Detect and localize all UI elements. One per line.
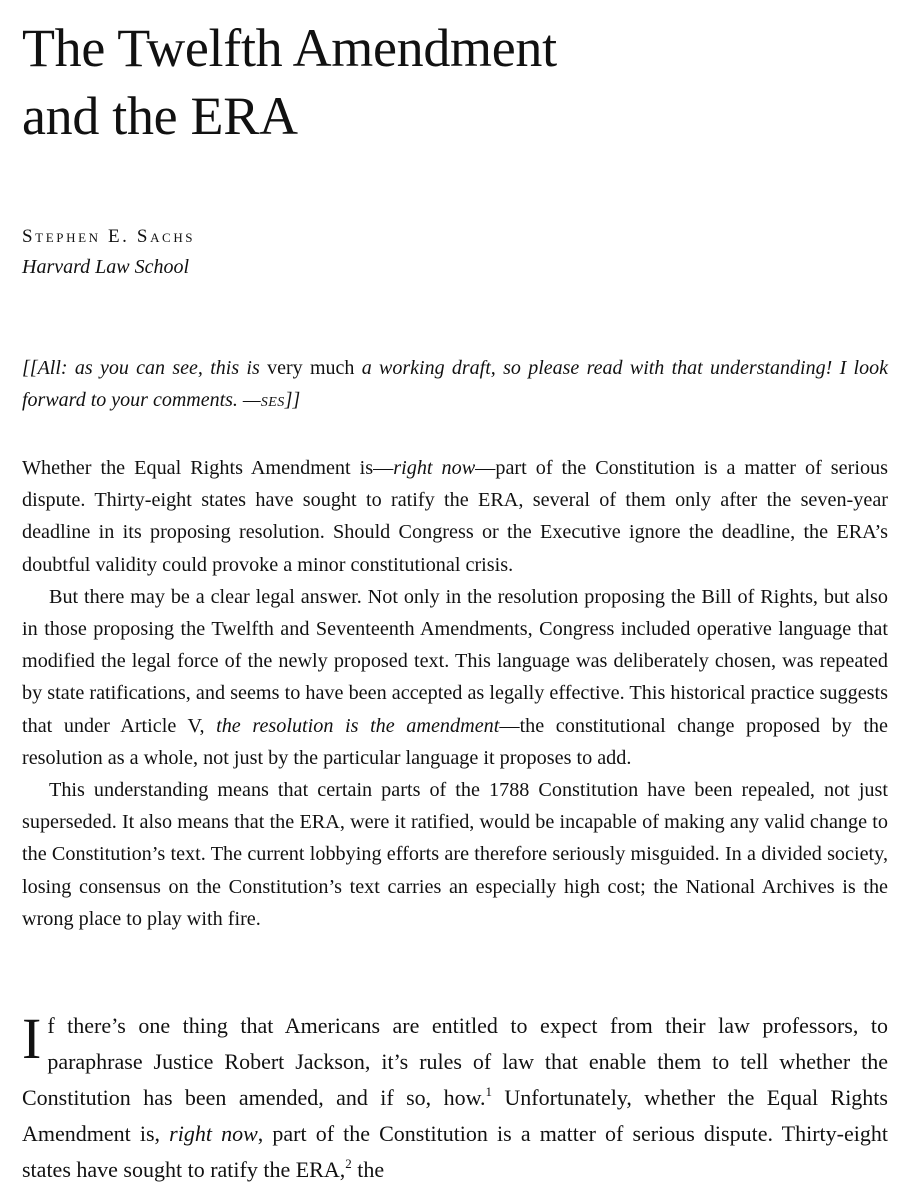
abstract-p1-text-b: —part of the Constitution is a matter of serious dispute. Thirty-eight states have sought to ratify the ERA, several of them only after the seven-year deadline in its proposing resolution. Should Congress or the Executive ignore the deadline, the ERA’s doubtful validity could provoke a minor constitutional crisis.: [22, 457, 888, 576]
draft-note-initials: ses: [260, 389, 285, 411]
body-text: [22, 1008, 888, 1188]
abstract: [22, 452, 888, 935]
body-text-b: Unfortunately, whether the Equal Rights Amendment is,: [22, 1085, 888, 1146]
abstract-paragraph-1: [22, 452, 888, 581]
abstract-p2-italic: the resolution is the amendment: [216, 714, 500, 737]
abstract-p2-text-a: But there may be a clear legal answer. Not only in the resolution proposing the Bill of Rights, but also in those proposing the Twelfth and Seventeenth Amendments, Congress included operative language that modified the legal force of the newly proposed text. This language was deliberately chosen, was repeated by state ratifications, and seems to have been accepted as legally effective. This historical practice suggests that under Article V,: [22, 585, 888, 737]
paper-title: [22, 14, 557, 150]
author-initial-1: S: [22, 226, 36, 247]
body-text-d: the: [351, 1157, 385, 1182]
body-paragraph-1: [22, 1008, 888, 1188]
draft-note: [22, 352, 888, 416]
drop-cap: I: [22, 1006, 42, 1071]
abstract-paragraph-3: This understanding means that certain parts of the 1788 Constitution have been repealed, not just superseded. It also means that the ERA, were it ratified, would be incapable of making any valid change to the Constitution’s text. The current lobbying efforts are therefore seriously misguided. In a divided society, losing consensus on the Constitution’s text carries an especially high cost; the National Archives is the wrong place to play with fire.: [22, 779, 888, 930]
title-line-2: and the ERA: [22, 86, 298, 146]
draft-note-part-4: ]]: [284, 389, 301, 411]
draft-note-part-1: [[All: as you can see, this is: [22, 357, 260, 379]
author-middle-initial: E.: [107, 226, 130, 247]
abstract-p2-text-b: —the constitutional change proposed by the resolution as a whole, not just by the particular language it proposes to add.: [22, 714, 888, 769]
author-name-rest-3: achs: [150, 226, 196, 247]
body-italic: right now: [169, 1121, 258, 1146]
author-initial-3: S: [136, 226, 151, 247]
abstract-p1-text-a: Whether the Equal Rights Amendment is—: [22, 457, 394, 479]
author-name-rest-1: tephen: [35, 226, 101, 247]
body-text-a: f there’s one thing that Americans are entitled to expect from their law professors, to paraphrase Justice Robert Jackson, it’s rules of law that enable them to tell whether the Constitution has been amended, and if so, how.: [22, 1013, 888, 1110]
draft-note-part-3: a working draft, so please read with that understanding! I look forward to your comments. —: [22, 357, 888, 411]
footnote-marker-1[interactable]: 1: [485, 1084, 493, 1099]
title-line-1: The Twelfth Amendment: [22, 18, 557, 78]
author-name: [22, 226, 195, 248]
body-text-c: , part of the Constitution is a matter of serious dispute. Thirty-eight states have sought to ratify the ERA,: [22, 1121, 888, 1182]
abstract-paragraph-2: [22, 581, 888, 774]
footnote-marker-2[interactable]: 2: [345, 1156, 352, 1171]
abstract-p1-italic: right now: [393, 457, 476, 479]
draft-note-part-2: very much: [259, 357, 362, 379]
author-affiliation: Harvard Law School: [22, 256, 190, 278]
